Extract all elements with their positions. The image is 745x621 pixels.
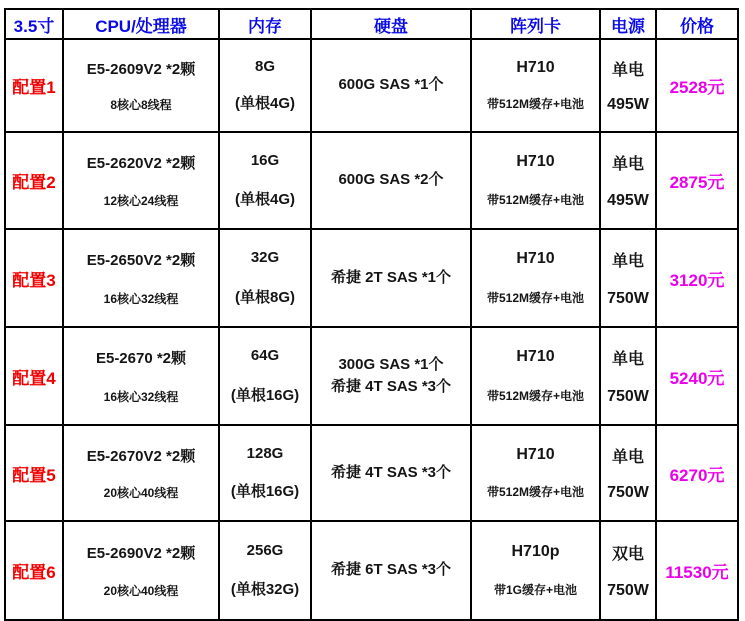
cpu-cores: 8核心8线程 — [110, 98, 172, 113]
raid-cache: 带512M缓存+电池 — [486, 290, 585, 305]
disk-cell — [312, 426, 472, 522]
disk-line-1: 600G SAS *1个 — [338, 76, 444, 94]
memory-module: (单根4G) — [234, 95, 295, 113]
power-cell — [601, 230, 657, 328]
disk-line-1: 300G SAS *1个 — [338, 355, 444, 373]
server-config-price-table — [4, 8, 739, 621]
memory-cell — [220, 522, 312, 619]
cpu-cell — [64, 522, 220, 619]
disk-line-1: 希捷 2T SAS *1个 — [330, 268, 452, 286]
header-cpu: CPU/处理器 — [64, 10, 220, 40]
memory-cell — [220, 40, 312, 133]
cpu-model: E5-2620V2 *2颗 — [86, 155, 196, 172]
header-power: 电源 — [601, 10, 657, 40]
power-cell — [601, 40, 657, 133]
power-watt: 750W — [607, 387, 649, 405]
price-value: 3120元 — [657, 230, 737, 328]
config-label: 配置6 — [6, 522, 64, 619]
raid-cache: 带1G缓存+电池 — [493, 583, 578, 598]
disk-cell — [312, 230, 472, 328]
power-type: 单电 — [611, 253, 644, 271]
power-watt: 495W — [607, 192, 649, 209]
raid-model: H710 — [516, 348, 555, 366]
config-label: 配置3 — [6, 230, 64, 328]
raid-model: H710p — [511, 542, 560, 560]
power-type: 单电 — [611, 156, 644, 173]
cpu-cell — [64, 426, 220, 522]
memory-size: 64G — [250, 347, 280, 365]
raid-cell — [472, 133, 601, 230]
header-raid: 阵列卡 — [472, 10, 601, 40]
memory-cell — [220, 328, 312, 426]
raid-cell — [472, 426, 601, 522]
raid-model: H710 — [516, 445, 555, 463]
memory-size: 256G — [246, 541, 284, 559]
memory-size: 8G — [254, 57, 275, 75]
raid-cache: 带512M缓存+电池 — [486, 193, 585, 207]
header-price: 价格 — [657, 10, 737, 40]
disk-cell — [312, 328, 472, 426]
cpu-cores: 20核心40线程 — [103, 584, 179, 599]
price-value: 5240元 — [657, 328, 737, 426]
memory-cell — [220, 133, 312, 230]
cpu-cores: 12核心24线程 — [103, 194, 179, 208]
cpu-model: E5-2670 *2颗 — [95, 350, 187, 368]
raid-cache: 带512M缓存+电池 — [486, 97, 585, 112]
config-label: 配置4 — [6, 328, 64, 426]
memory-size: 16G — [250, 152, 280, 169]
cpu-cores: 16核心32线程 — [103, 291, 179, 306]
power-type: 单电 — [611, 351, 644, 369]
power-type: 单电 — [611, 61, 644, 79]
memory-module: (单根16G) — [230, 483, 300, 501]
cpu-model: E5-2670V2 *2颗 — [86, 447, 196, 465]
raid-model: H710 — [516, 250, 555, 268]
disk-cell — [312, 522, 472, 619]
price-value: 2875元 — [657, 133, 737, 230]
memory-cell — [220, 230, 312, 328]
config-label: 配置5 — [6, 426, 64, 522]
header-memory: 内存 — [220, 10, 312, 40]
power-watt: 750W — [607, 289, 649, 307]
cpu-cell — [64, 328, 220, 426]
cpu-model: E5-2650V2 *2颗 — [86, 252, 196, 270]
raid-cache: 带512M缓存+电池 — [486, 485, 585, 500]
memory-module: (单根32G) — [230, 581, 300, 599]
power-watt: 750W — [607, 582, 649, 600]
cpu-cell — [64, 230, 220, 328]
disk-line-2: 希捷 4T SAS *3个 — [330, 378, 452, 395]
price-value: 2528元 — [657, 40, 737, 133]
memory-size: 32G — [250, 249, 280, 267]
memory-size: 128G — [246, 444, 284, 462]
cpu-cell — [64, 40, 220, 133]
raid-cell — [472, 522, 601, 619]
cpu-model: E5-2609V2 *2颗 — [86, 60, 196, 78]
memory-cell — [220, 426, 312, 522]
cpu-cores: 20核心40线程 — [103, 486, 179, 501]
cpu-cores: 16核心32线程 — [103, 389, 179, 404]
disk-line-1: 希捷 4T SAS *3个 — [330, 463, 452, 481]
disk-cell — [312, 133, 472, 230]
power-type: 双电 — [611, 545, 644, 563]
memory-module: (单根16G) — [230, 386, 300, 404]
power-cell — [601, 426, 657, 522]
raid-cell — [472, 230, 601, 328]
price-value: 11530元 — [665, 563, 729, 582]
header-disk: 硬盘 — [312, 10, 472, 40]
power-watt: 750W — [607, 484, 649, 502]
disk-cell — [312, 40, 472, 133]
memory-module: (单根8G) — [234, 288, 295, 306]
raid-cell — [472, 328, 601, 426]
config-label: 配置1 — [6, 40, 64, 133]
raid-cache: 带512M缓存+电池 — [486, 388, 585, 403]
cpu-cell — [64, 133, 220, 230]
raid-model: H710 — [516, 153, 555, 170]
header-size: 3.5寸 — [6, 10, 64, 40]
price-value: 6270元 — [657, 426, 737, 522]
config-label: 配置2 — [6, 133, 64, 230]
power-watt: 495W — [607, 96, 649, 114]
raid-cell — [472, 40, 601, 133]
power-cell — [601, 328, 657, 426]
cpu-model: E5-2690V2 *2颗 — [86, 544, 196, 562]
memory-module: (单根4G) — [234, 191, 295, 208]
disk-line-1: 600G SAS *2个 — [338, 171, 444, 189]
disk-line-1: 希捷 6T SAS *3个 — [330, 561, 452, 579]
power-cell — [601, 522, 657, 619]
raid-model: H710 — [516, 58, 555, 76]
power-cell — [601, 133, 657, 230]
power-type: 单电 — [611, 448, 644, 466]
